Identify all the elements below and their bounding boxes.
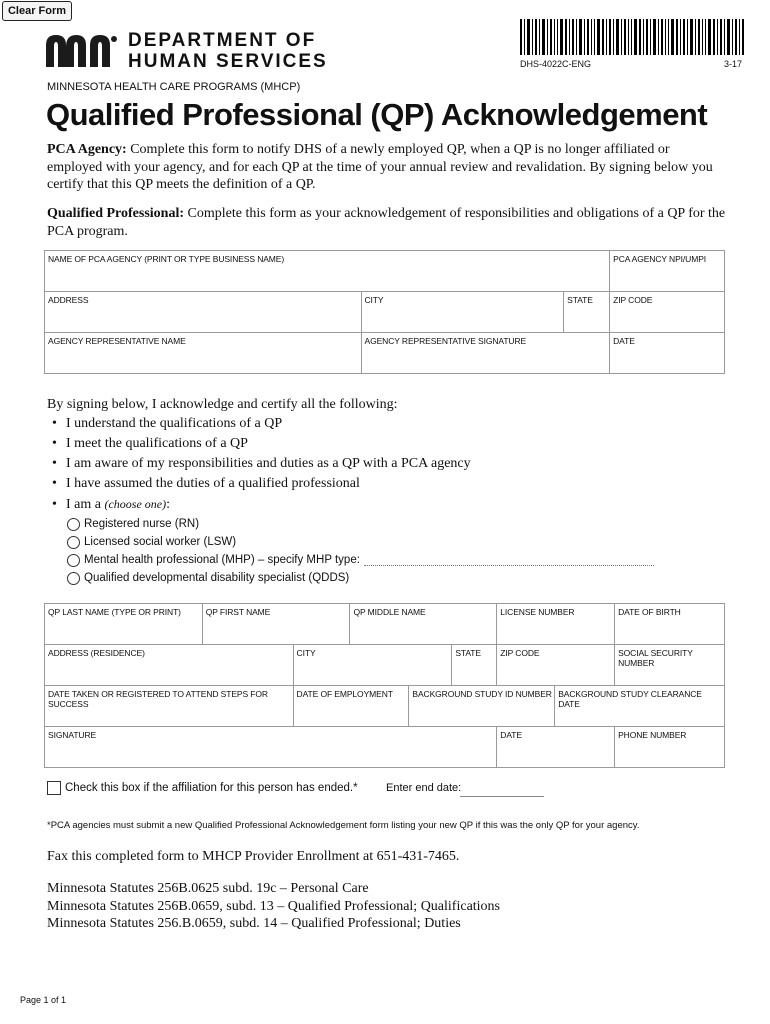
radio-button[interactable] <box>67 536 80 549</box>
list-item: Minnesota Statutes 256B.0625 subd. 19c – Personal Care <box>47 881 369 896</box>
revision-date: 3-17 <box>724 59 743 69</box>
radio-button[interactable] <box>67 554 80 567</box>
list-item: Minnesota Statutes 256B.0659, subd. 13 – Qualified Professional; Qualifications <box>47 898 501 914</box>
list-item: • I am aware of my responsibilities and duties as a QP with a PCA agency <box>52 454 471 474</box>
qp-middle-name-field[interactable]: QP MIDDLE NAME <box>350 604 497 645</box>
qp-city-field[interactable]: CITY <box>293 645 452 686</box>
form-number: DHS-4022C-ENG <box>520 59 592 69</box>
end-date-input[interactable] <box>460 796 544 797</box>
option-lsw[interactable]: Licensed social worker (LSW) <box>67 533 654 551</box>
qp-dob-field[interactable]: DATE OF BIRTH <box>615 604 725 645</box>
list-item: Minnesota Statutes 256.B.0659, subd. 14 – Qualified Professional; Duties <box>47 916 461 931</box>
agency-state-field[interactable]: STATE <box>564 292 610 333</box>
acknowledgement-intro: By signing below, I acknowledge and certify all the following: <box>47 397 398 412</box>
qp-zip-field[interactable]: ZIP CODE <box>497 645 615 686</box>
program-name: MINNESOTA HEALTH CARE PROGRAMS (MHCP) <box>47 81 301 93</box>
qp-date-field[interactable]: DATE <box>497 727 615 768</box>
barcode <box>520 19 744 55</box>
pca-agency-instructions: PCA Agency: Complete this form to notify DHS of a newly employed QP, when a QP is no longer affiliated or employed with your agency, and for each QP at the time of your annual review and revalidation. By signing below you certify that this QP meets the definition of a QP. <box>47 142 713 192</box>
list-item: • I am a (choose one): <box>52 494 471 514</box>
qp-instructions: Qualified Professional: Complete this form as your acknowledgement of responsibilities and obligations of a QP for the PCA program. <box>47 206 726 239</box>
agency-npi-field[interactable]: PCA AGENCY NPI/UMPI <box>610 251 725 292</box>
affiliation-ended-checkbox[interactable] <box>47 781 61 795</box>
page-number: Page 1 of 1 <box>20 995 67 1005</box>
department-name: DEPARTMENT OF HUMAN SERVICES <box>128 30 328 72</box>
acknowledgement-list <box>52 414 471 514</box>
option-rn[interactable]: Registered nurse (RN) <box>67 515 654 533</box>
footnote: *PCA agencies must submit a new Qualified Professional Acknowledgement form listing your new QP if this was the only QP for your agency. <box>47 820 640 831</box>
option-qdds[interactable]: Qualified developmental disability specialist (QDDS) <box>67 569 654 587</box>
agency-name-field[interactable]: NAME OF PCA AGENCY (PRINT OR TYPE BUSINESS NAME) <box>45 251 610 292</box>
rep-name-field[interactable]: AGENCY REPRESENTATIVE NAME <box>45 333 362 374</box>
qp-phone-field[interactable]: PHONE NUMBER <box>615 727 725 768</box>
qp-first-name-field[interactable]: QP FIRST NAME <box>202 604 350 645</box>
radio-button[interactable] <box>67 572 80 585</box>
list-item: • I meet the qualifications of a QP <box>52 434 471 454</box>
qp-last-name-field[interactable]: QP LAST NAME (TYPE OR PRINT) <box>45 604 203 645</box>
end-date-label: Enter end date: <box>386 782 462 794</box>
option-mhp[interactable]: Mental health professional (MHP) – specify MHP type: <box>67 551 654 569</box>
qp-info-table <box>44 603 725 768</box>
agency-info-table <box>44 250 725 374</box>
fax-instructions: Fax this completed form to MHCP Provider Enrollment at 651-431-7465. <box>47 849 460 864</box>
qp-type-options <box>67 515 654 587</box>
agency-city-field[interactable]: CITY <box>361 292 564 333</box>
agency-address-field[interactable]: ADDRESS <box>45 292 362 333</box>
employment-date-field[interactable]: DATE OF EMPLOYMENT <box>293 686 409 727</box>
page-title: Qualified Professional (QP) Acknowledgement <box>46 97 708 132</box>
dhs-logo-icon <box>44 33 118 67</box>
list-item: • I understand the qualifications of a QP <box>52 414 471 434</box>
bg-clearance-date-field[interactable]: BACKGROUND STUDY CLEARANCE DATE <box>555 686 725 727</box>
qp-ssn-field[interactable]: SOCIAL SECURITY NUMBER <box>615 645 725 686</box>
qp-license-field[interactable]: LICENSE NUMBER <box>497 604 615 645</box>
qp-address-field[interactable]: ADDRESS (RESIDENCE) <box>45 645 294 686</box>
mhp-type-input[interactable] <box>364 555 654 566</box>
qp-state-field[interactable]: STATE <box>452 645 497 686</box>
rep-signature-field[interactable]: AGENCY REPRESENTATIVE SIGNATURE <box>361 333 610 374</box>
agency-zip-field[interactable]: ZIP CODE <box>610 292 725 333</box>
steps-date-field[interactable]: DATE TAKEN OR REGISTERED TO ATTEND STEPS FOR SUCCESS <box>45 686 294 727</box>
clear-form-button[interactable]: Clear Form <box>2 1 72 21</box>
rep-date-field[interactable]: DATE <box>610 333 725 374</box>
list-item: • I have assumed the duties of a qualified professional <box>52 474 471 494</box>
statutes-list <box>47 880 500 933</box>
affiliation-ended-label: Check this box if the affiliation for this person has ended.* <box>65 782 358 794</box>
bg-study-id-field[interactable]: BACKGROUND STUDY ID NUMBER <box>409 686 555 727</box>
qp-signature-field[interactable]: SIGNATURE <box>45 727 497 768</box>
radio-button[interactable] <box>67 518 80 531</box>
